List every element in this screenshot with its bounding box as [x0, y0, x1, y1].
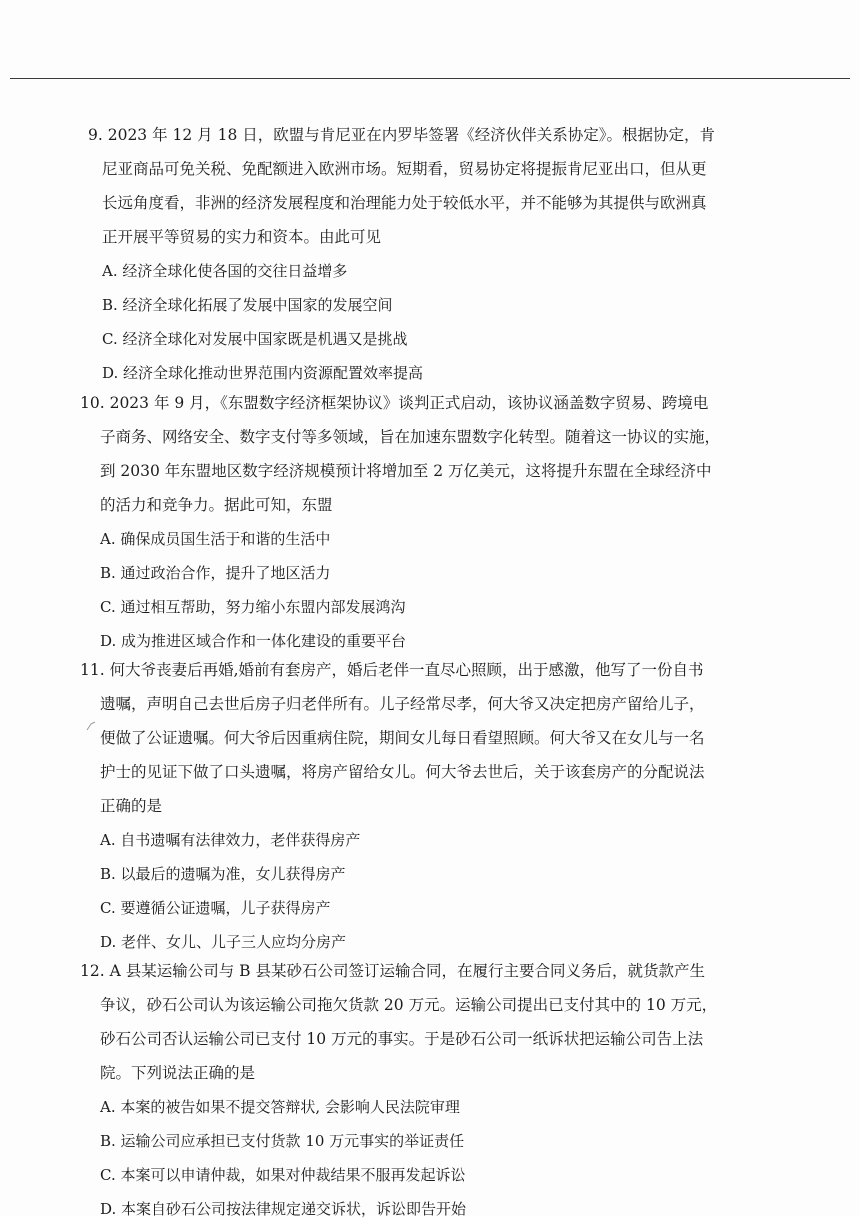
option-a: A. 确保成员国生活于和谐的生活中 — [100, 530, 331, 548]
stem-line: 尼亚商品可免关税、免配额进入欧洲市场。短期看，贸易协定将提振肯尼亚出口，但从更 — [102, 160, 707, 178]
stem-line: 9. 2023 年 12 月 18 日，欧盟与肯尼亚在内罗毕签署《经济伙伴关系协定》。根据协定，肯 — [88, 126, 715, 144]
option-d: D. 成为推进区域合作和一体化建设的重要平台 — [100, 632, 407, 650]
stem-line: 正开展平等贸易的实力和资本。由此可见 — [102, 228, 382, 246]
stem-line: 砂石公司否认运输公司已支付 10 万元的事实。于是砂石公司一纸诉状把运输公司告上法 — [100, 1030, 704, 1048]
option-c: C. 要遵循公证遗嘱，儿子获得房产 — [100, 899, 331, 917]
option-c: C. 经济全球化对发展中国家既是机遇又是挑战 — [102, 330, 408, 348]
stem-line: 子商务、网络安全、数字支付等多领域，旨在加速东盟数字化转型。随着这一协议的实施， — [100, 428, 721, 446]
stem-line: 院。下列说法正确的是 — [100, 1064, 256, 1082]
stem-line: 11. 何大爷丧妻后再婚,婚前有套房产，婚后老伴一直尽心照顾，出于感激，他写了一份自书 — [80, 661, 704, 679]
option-d: D. 本案自砂石公司按法律规定递交诉状，诉讼即告开始 — [100, 1200, 467, 1218]
scan-mark — [86, 720, 98, 732]
stem-line: 10. 2023 年 9 月，《东盟数字经济框架协议》谈判正式启动，该协议涵盖数字贸易、跨境电 — [80, 394, 709, 412]
question-stem — [0, 386, 860, 522]
stem-line: 便做了公证遗嘱。何大爷后因重病住院，期间女儿每日看望照顾。何大爷又在女儿与一名 — [100, 729, 705, 747]
stem-line: 正确的是 — [100, 797, 163, 815]
stem-line: 遗嘱，声明自己去世后房子归老伴所有。儿子经常尽孝，何大爷又决定把房产留给儿子， — [100, 695, 705, 713]
question-stem — [0, 653, 860, 823]
option-c: C. 通过相互帮助，努力缩小东盟内部发展鸿沟 — [100, 598, 406, 616]
stem-line: 长远角度看，非洲的经济发展程度和治理能力处于较低水平，并不能够为其提供与欧洲真 — [102, 194, 707, 212]
question-stem — [0, 118, 860, 254]
stem-line: 12. A 县某运输公司与 B 县某砂石公司签订运输合同，在履行主要合同义务后，就货款产生 — [80, 962, 705, 980]
option-b: B. 运输公司应承担已支付货款 10 万元事实的举证责任 — [100, 1132, 465, 1150]
question-9 — [0, 118, 860, 390]
stem-line: 到 2030 年东盟地区数字经济规模预计将增加至 2 万亿美元，这将提升东盟在全球经济中 — [100, 462, 712, 480]
option-d: D. 老伴、女儿、儿子三人应均分房产 — [100, 933, 347, 951]
question-10 — [0, 386, 860, 658]
stem-line: 的活力和竞争力。据此可知，东盟 — [100, 496, 333, 514]
option-b: B. 经济全球化拓展了发展中国家的发展空间 — [102, 296, 393, 314]
option-a: A. 自书遗嘱有法律效力，老伴获得房产 — [100, 831, 361, 849]
question-11 — [0, 653, 860, 959]
option-c: C. 本案可以申请仲裁，如果对仲裁结果不服再发起诉讼 — [100, 1166, 466, 1184]
option-a: A. 经济全球化使各国的交往日益增多 — [102, 262, 348, 280]
option-b: B. 通过政治合作，提升了地区活力 — [100, 564, 331, 582]
option-b: B. 以最后的遗嘱为准，女儿获得房产 — [100, 865, 346, 883]
stem-line: 争议，砂石公司认为该运输公司拖欠货款 20 万元。运输公司提出已支付其中的 10 万元， — [100, 996, 718, 1014]
question-stem — [0, 954, 860, 1090]
question-12 — [0, 954, 860, 1226]
option-a: A. 本案的被告如果不提交答辩状, 会影响人民法院审理 — [100, 1098, 460, 1116]
option-d: D. 经济全球化推动世界范围内资源配置效率提高 — [102, 364, 424, 382]
stem-line: 护士的见证下做了口头遗嘱，将房产留给女儿。何大爷去世后，关于该套房产的分配说法 — [100, 763, 705, 781]
header-rule — [10, 78, 850, 79]
